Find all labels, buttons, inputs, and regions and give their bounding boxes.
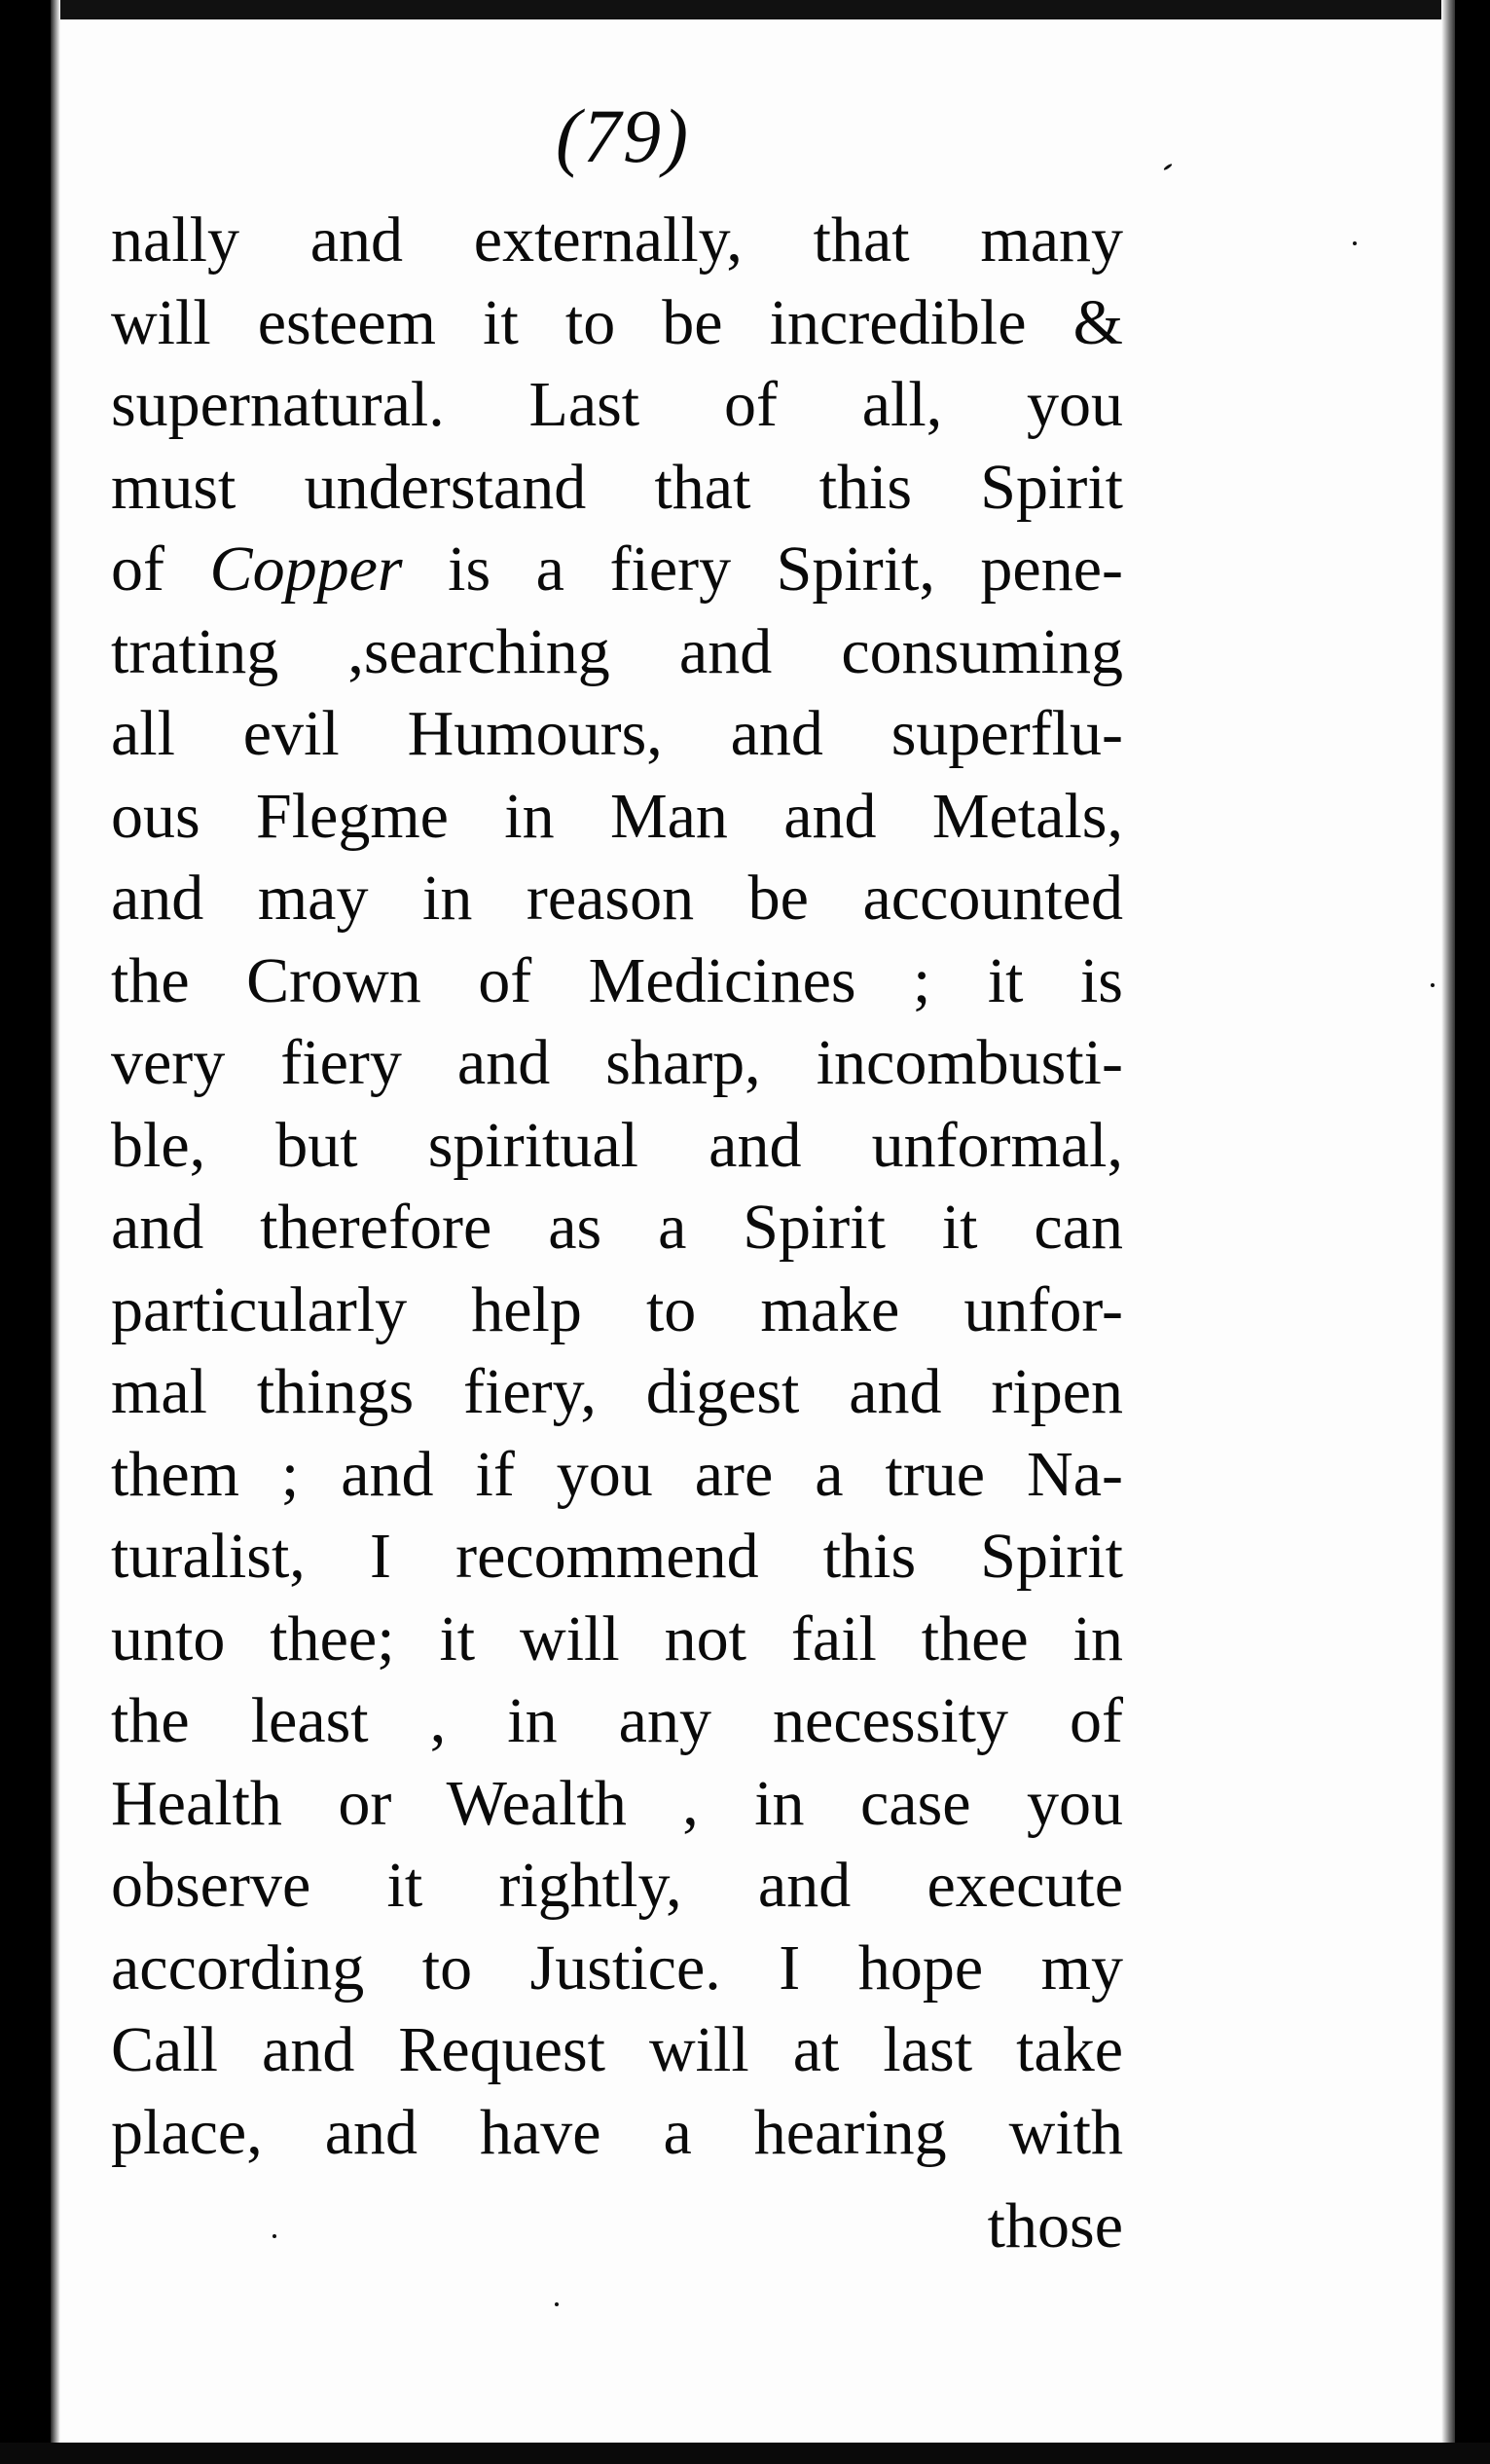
ink-speck (273, 2234, 276, 2238)
text-line: very fiery and sharp, incombusti- (111, 1027, 1123, 1098)
page-bottom-shadow (0, 2443, 1490, 2464)
text-line: them ; and if you are a true Na- (111, 1438, 1123, 1510)
text-line: place, and have a hearing with (111, 2096, 1123, 2168)
ink-speck (1163, 163, 1173, 170)
text-line: will esteem it to be incredible & (111, 286, 1123, 358)
text-line: ble, but spiritual and unformal, (111, 1109, 1123, 1181)
page-left-binding-shadow (0, 0, 51, 2464)
text-line: all evil Humours, and superflu- (111, 698, 1123, 769)
text-line: the least , in any necessity of (111, 1685, 1123, 1756)
page-number: (79) (556, 93, 690, 178)
text-line: particularly help to make unfor- (111, 1273, 1123, 1345)
text-line: trating ,searching and consuming (111, 615, 1123, 687)
line-suffix: is a fiery Spirit, pene- (402, 533, 1123, 605)
text-line: the Crown of Medicines ; it is (111, 944, 1123, 1016)
text-line: unto thee; it will not fail thee in (111, 1602, 1123, 1674)
page-right-gradient (1441, 0, 1455, 2464)
text-line: must understand that this Spirit (111, 451, 1123, 523)
text-line: observe it rightly, and execute (111, 1850, 1123, 1921)
text-line: ous Flegme in Man and Metals, (111, 780, 1123, 852)
text-line: turalist, I recommend this Spirit (111, 1521, 1123, 1592)
ink-speck (555, 2302, 559, 2306)
text-line: supernatural. Last of all, you (111, 369, 1123, 440)
text-line: Call and Request will at last take (111, 2014, 1123, 2085)
text-line: Health or Wealth , in case you (111, 1767, 1123, 1839)
text-line-with-italic (111, 529, 1123, 611)
page-right-edge-shadow (1455, 0, 1490, 2464)
text-line: nally and externally, that many (111, 204, 1123, 276)
text-line: mal things fiery, digest and ripen (111, 1356, 1123, 1427)
page-top-shadow (0, 0, 1490, 19)
line-prefix: of (111, 533, 210, 605)
catchword: those (987, 2190, 1123, 2262)
ink-speck (1353, 241, 1357, 245)
text-line: and may in reason be accounted (111, 863, 1123, 934)
ink-speck (1431, 983, 1435, 987)
page-left-gradient (51, 0, 60, 2464)
italic-word-copper: Copper (209, 533, 403, 605)
body-text (111, 200, 1123, 2174)
text-line: and therefore as a Spirit it can (111, 1192, 1123, 1263)
text-line: according to Justice. I hope my (111, 1931, 1123, 2004)
